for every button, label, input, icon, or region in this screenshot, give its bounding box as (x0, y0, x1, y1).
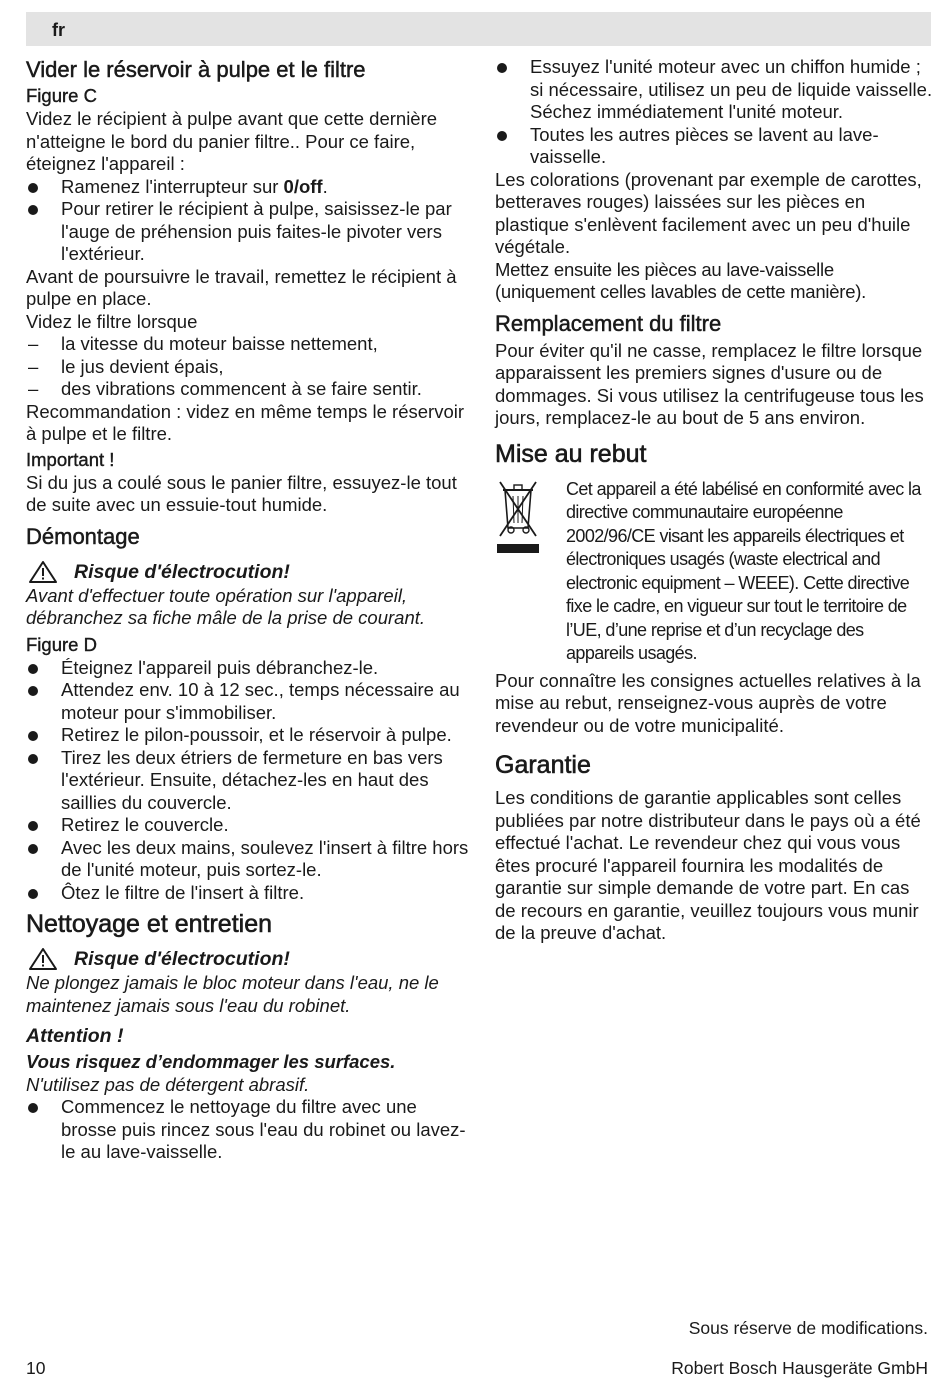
paragraph: Les conditions de garantie applicables sont celles publiées par notre distributeur dans le pays où a été effectué l'achat. Le revendeur chez qui vous vous êtes procuré l'appareil fournira les modalités de garantie sur simple demande de votre part. En cas de recours en garantie, veuillez toujours vous munir de la preuve d'achat. (495, 787, 921, 943)
warning-text: Ne plongez jamais le bloc moteur dans l'eau, ne le maintenez jamais sous l'eau du robinet. (26, 972, 439, 1016)
warning-triangle-icon (28, 947, 58, 971)
paragraph: Videz le filtre lorsque (26, 310, 198, 332)
weee-notice (495, 478, 935, 666)
bullet-list (495, 56, 935, 169)
section-title-warranty: Garantie (495, 751, 591, 779)
section-title-cleaning: Nettoyage et entretien (26, 910, 272, 938)
list-item: Retirez le couvercle. (26, 814, 471, 837)
list-item: Avec les deux mains, soulevez l'insert à filtre hors de l'unité moteur, puis sortez-le. (26, 837, 471, 882)
paragraph: Si du jus a coulé sous le panier filtre, essuyez-le tout de suite avec un essuie-tout humide. (26, 471, 457, 515)
figure-c-label: Figure C (26, 85, 97, 106)
bullet-list (26, 657, 471, 905)
warning-triangle-icon (28, 560, 58, 584)
warning-heading: Risque d'électrocution! (26, 559, 471, 585)
paragraph: Pour connaître les consignes actuelles relatives à la mise au rebut, renseignez-vous auprès de votre revendeur ou de votre municipalité. (495, 669, 921, 736)
warning-heading: Risque d'électrocution! (26, 946, 471, 972)
figure-d-label: Figure D (26, 633, 97, 655)
dash-list (26, 333, 471, 401)
section-title-disposal: Mise au rebut (495, 439, 647, 468)
paragraph: Recommandation : videz en même temps le réservoir à pulpe et le filtre. (26, 400, 465, 444)
section-title-empty-pulp: Vider le réservoir à pulpe et le filtre (26, 57, 366, 82)
list-item: – la vitesse du moteur baisse nettement, (26, 333, 471, 356)
list-item: Ramenez l'interrupteur sur 0/off. (26, 176, 471, 199)
list-item: – des vibrations commencent à se faire sentir. (26, 378, 471, 401)
list-item: Ôtez le filtre de l'insert à filtre. (26, 882, 471, 905)
weee-bin-icon (495, 478, 553, 666)
left-column (26, 56, 471, 1164)
paragraph: Mettez ensuite les pièces au lave-vaisselle (uniquement celles lavables de cette manière). (495, 258, 867, 302)
language-code: fr (52, 20, 65, 40)
list-item: Éteignez l'appareil puis débranchez-le. (26, 657, 471, 680)
attention-bold-text: Vous risquez d’endommager les surfaces. (26, 1051, 396, 1072)
list-item: Pour retirer le récipient à pulpe, saisissez-le par l'auge de préhension puis faites-le pivoter vers l'extérieur. (26, 198, 471, 266)
list-item: Retirez le pilon-poussoir, et le réservoir à pulpe. (26, 724, 471, 747)
bullet-list (26, 1096, 471, 1164)
paragraph: Videz le récipient à pulpe avant que cette dernière n'atteigne le bord du panier filtre.. Pour ce faire, éteignez l'appareil : (26, 108, 438, 174)
list-item: Attendez env. 10 à 12 sec., temps nécessaire au moteur pour s'immobiliser. (26, 679, 471, 724)
page-number: 10 (26, 1358, 46, 1378)
important-label: Important ! (26, 448, 115, 470)
bullet-list (26, 176, 471, 266)
list-item: Toutes les autres pièces se lavent au lave-vaisselle. (495, 124, 935, 169)
warning-text: Avant d'effectuer toute opération sur l'appareil, débranchez sa fiche mâle de la prise de courant. (26, 584, 426, 628)
language-header (26, 12, 931, 46)
right-column (495, 56, 935, 945)
section-title-disassembly: Démontage (26, 523, 140, 549)
paragraph: Pour éviter qu'il ne casse, remplacez le filtre lorsque apparaissent les premiers signes d'usure ou de dommages. Si vous utilisez la centrifugeuse tous les jours, remplacez-le au bout de 5 ans environ. (495, 339, 924, 428)
footer-note: Sous réserve de modifications. (688, 1318, 928, 1338)
section-title-filter-replacement: Remplacement du filtre (495, 310, 722, 336)
list-item: Commencez le nettoyage du filtre avec une brosse puis rincez sous l'eau du robinet ou lavez-le au lave-vaisselle. (26, 1096, 471, 1164)
attention-text: N'utilisez pas de détergent abrasif. (26, 1073, 310, 1095)
list-item: – le jus devient épais, (26, 356, 471, 379)
attention-label: Attention ! (26, 1025, 124, 1047)
paragraph: Avant de poursuivre le travail, remettez le récipient à pulpe en place. (26, 265, 457, 309)
weee-text: Cet appareil a été labélisé en conformité avec la directive communautaire européenne 2002/96/CE visant les appareils électriques et électroniques usagés (waste electrical and electronic equipment – WEEE). Cette directive fixe le cadre, en vigueur sur tout le territoire de l’UE, d’une reprise et d’un recyclage des appareils usagés. (566, 478, 921, 663)
paragraph: Les colorations (provenant par exemple de carottes, betteraves rouges) laissées sur les pièces en plastique s'enlèvent facilement avec un peu d'huile végétale. (495, 168, 922, 257)
list-item: Tirez les deux étriers de fermeture en bas vers l'extérieur. Ensuite, détachez-les en haut des saillies du couvercle. (26, 747, 471, 815)
company-name: Robert Bosch Hausgeräte GmbH (671, 1358, 928, 1378)
list-item: Essuyez l'unité moteur avec un chiffon humide ; si nécessaire, utilisez un peu de liquide vaisselle. Séchez immédiatement l'unité moteur. (495, 56, 935, 124)
